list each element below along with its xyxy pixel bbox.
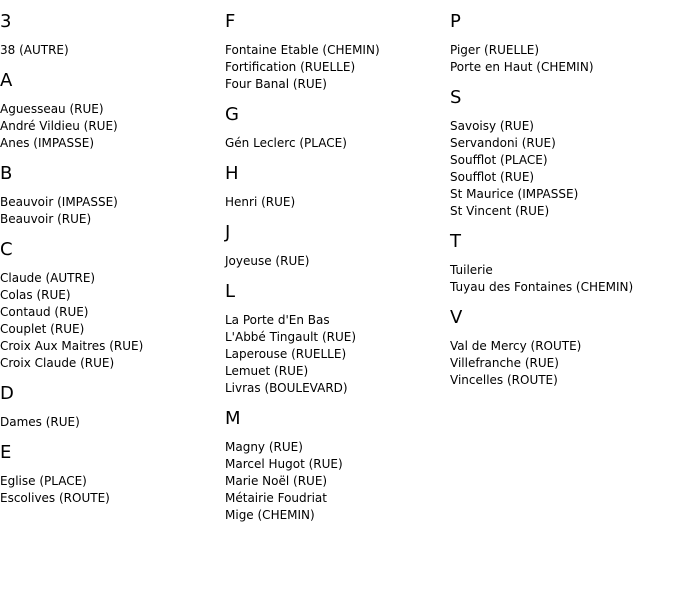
- letter-group: [0, 163, 225, 228]
- group-letter-heading: T: [450, 231, 461, 252]
- group-letter-heading: L: [225, 281, 236, 302]
- street-list: [225, 253, 450, 270]
- street-list: [225, 194, 450, 211]
- letter-group: [450, 11, 675, 76]
- letter-group: [0, 442, 225, 507]
- street-list: [225, 42, 450, 93]
- letter-group: [225, 163, 450, 211]
- street-item[interactable]: La Porte d'En Bas: [225, 313, 330, 327]
- street-item[interactable]: Piger (RUELLE): [450, 43, 540, 57]
- street-item[interactable]: Aguesseau (RUE): [0, 102, 104, 116]
- street-item[interactable]: Lemuet (RUE): [225, 364, 309, 378]
- letter-group: [0, 70, 225, 152]
- group-letter-heading: F: [225, 11, 236, 32]
- street-item[interactable]: Eglise (PLACE): [0, 474, 87, 488]
- group-letter-heading: V: [450, 307, 463, 328]
- letter-group: [450, 231, 675, 296]
- street-item[interactable]: Escolives (ROUTE): [0, 491, 110, 505]
- letter-group: [225, 11, 450, 93]
- street-list: [225, 312, 450, 397]
- group-letter-heading: A: [0, 70, 13, 91]
- street-item[interactable]: Colas (RUE): [0, 288, 71, 302]
- street-item[interactable]: Soufflot (RUE): [450, 170, 535, 184]
- street-item[interactable]: Dames (RUE): [0, 415, 80, 429]
- letter-group: [0, 239, 225, 372]
- street-item[interactable]: Four Banal (RUE): [225, 77, 327, 91]
- street-item[interactable]: Laperouse (RUELLE): [225, 347, 347, 361]
- group-letter-heading: D: [0, 383, 14, 404]
- street-item[interactable]: Joyeuse (RUE): [225, 254, 310, 268]
- street-item[interactable]: Mige (CHEMIN): [225, 508, 315, 522]
- letter-group: [450, 87, 675, 220]
- street-item[interactable]: Villefranche (RUE): [450, 356, 559, 370]
- street-list: [0, 101, 225, 152]
- street-item[interactable]: Marie Noël (RUE): [225, 474, 328, 488]
- street-list: [450, 118, 675, 220]
- street-item[interactable]: Marcel Hugot (RUE): [225, 457, 343, 471]
- street-item[interactable]: Anes (IMPASSE): [0, 136, 95, 150]
- group-letter-heading: C: [0, 239, 13, 260]
- street-item[interactable]: St Vincent (RUE): [450, 204, 550, 218]
- street-index-column-3: [450, 0, 675, 389]
- street-item[interactable]: Beauvoir (RUE): [0, 212, 92, 226]
- street-item[interactable]: Savoisy (RUE): [450, 119, 534, 133]
- street-item[interactable]: Tuilerie: [450, 263, 493, 277]
- group-letter-heading: B: [0, 163, 13, 184]
- letter-group: [225, 408, 450, 524]
- group-letter-heading: G: [225, 104, 239, 125]
- street-list: [0, 194, 225, 228]
- street-list: [450, 338, 675, 389]
- street-list: [450, 42, 675, 76]
- street-item[interactable]: André Vildieu (RUE): [0, 119, 118, 133]
- street-list: [225, 439, 450, 524]
- group-letter-heading: H: [225, 163, 239, 184]
- street-item[interactable]: Claude (AUTRE): [0, 271, 96, 285]
- letter-group: [450, 307, 675, 389]
- street-item[interactable]: Beauvoir (IMPASSE): [0, 195, 118, 209]
- street-list: [0, 473, 225, 507]
- street-item[interactable]: Fontaine Etable (CHEMIN): [225, 43, 380, 57]
- street-item[interactable]: St Maurice (IMPASSE): [450, 187, 579, 201]
- group-letter-heading: M: [225, 408, 241, 429]
- group-letter-heading: P: [450, 11, 461, 32]
- street-list: [0, 414, 225, 431]
- street-list: [0, 270, 225, 372]
- street-item[interactable]: Tuyau des Fontaines (CHEMIN): [450, 280, 634, 294]
- street-item[interactable]: Croix Claude (RUE): [0, 356, 115, 370]
- street-item[interactable]: Val de Mercy (ROUTE): [450, 339, 582, 353]
- letter-group: [0, 383, 225, 431]
- street-item[interactable]: Porte en Haut (CHEMIN): [450, 60, 594, 74]
- group-letter-heading: J: [225, 222, 231, 243]
- street-item[interactable]: Servandoni (RUE): [450, 136, 556, 150]
- letter-group: [225, 222, 450, 270]
- street-list: [450, 262, 675, 296]
- street-index-column-2: [225, 0, 450, 524]
- street-item[interactable]: Livras (BOULEVARD): [225, 381, 348, 395]
- street-item[interactable]: Henri (RUE): [225, 195, 296, 209]
- group-letter-heading: 3: [0, 11, 12, 32]
- street-list: [225, 135, 450, 152]
- street-item[interactable]: Magny (RUE): [225, 440, 303, 454]
- street-item[interactable]: Gén Leclerc (PLACE): [225, 136, 347, 150]
- group-letter-heading: E: [0, 442, 12, 463]
- street-item[interactable]: Contaud (RUE): [0, 305, 89, 319]
- street-item[interactable]: Métairie Foudriat: [225, 491, 327, 505]
- street-item[interactable]: Croix Aux Maitres (RUE): [0, 339, 144, 353]
- street-list: [0, 42, 225, 59]
- letter-group: [225, 104, 450, 152]
- street-item[interactable]: L'Abbé Tingault (RUE): [225, 330, 357, 344]
- street-item[interactable]: Vincelles (ROUTE): [450, 373, 558, 387]
- street-item[interactable]: 38 (AUTRE): [0, 43, 69, 57]
- letter-group: [0, 11, 225, 59]
- street-item[interactable]: Soufflot (PLACE): [450, 153, 548, 167]
- street-index-column-1: [0, 0, 225, 507]
- letter-group: [225, 281, 450, 397]
- group-letter-heading: S: [450, 87, 462, 108]
- street-item[interactable]: Couplet (RUE): [0, 322, 85, 336]
- street-item[interactable]: Fortification (RUELLE): [225, 60, 356, 74]
